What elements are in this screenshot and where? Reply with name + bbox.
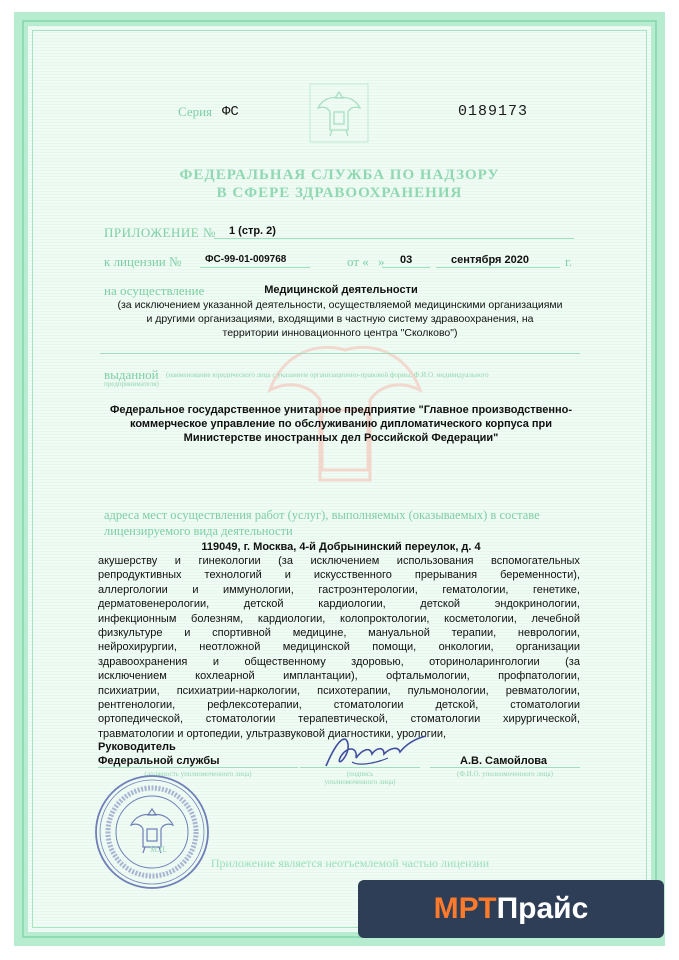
services-line <box>98 698 580 712</box>
services-word: помощи, <box>372 641 417 654</box>
services-word: ревматологии, <box>505 684 580 697</box>
series-label: Серия <box>178 104 213 119</box>
signature-hint-line1: (подпись <box>346 770 374 778</box>
services-word: (за <box>278 555 293 567</box>
activity-desc-line1: (за исключением указанной деятельности, осуществляемой медицинскими организациями <box>117 299 563 311</box>
services-word: и <box>284 569 291 582</box>
license-number: ФС-99-01-009768 <box>205 254 287 265</box>
services-word: офтальмологии, <box>386 670 470 683</box>
services-word: генетике, <box>532 583 580 596</box>
services-line <box>98 640 580 654</box>
agency-title-line2: В СФЕРЕ ЗДРАВООХРАНЕНИЯ <box>216 185 463 201</box>
services-word: и <box>192 583 199 596</box>
position-hint: (должность уполномоченного лица) <box>144 770 252 778</box>
services-line <box>98 626 580 640</box>
services-word: терапевтической, <box>298 713 388 726</box>
services-line <box>98 597 580 611</box>
services-word: технологий <box>204 569 262 582</box>
license-number-underline <box>200 267 310 268</box>
services-word: рефлексотерапии, <box>207 699 302 711</box>
services-word: эндокринологии, <box>494 598 580 611</box>
appendix-label: ПРИЛОЖЕНИЕ № <box>104 225 216 240</box>
license-day: 03 <box>400 254 413 266</box>
name-hint: (Ф.И.О. уполномоченного лица) <box>457 770 553 778</box>
activity-desc-line3: территории инновационного центра "Сколково") <box>222 327 458 339</box>
services-word: и <box>212 655 219 668</box>
services-word: кардиологии, <box>257 612 326 625</box>
date-from-label: от « <box>347 254 369 269</box>
issued-label: выданной <box>104 367 159 382</box>
services-word: аллергологии <box>98 583 168 596</box>
services-word: болезням, <box>191 612 244 625</box>
services-word: физкультуре <box>98 627 163 639</box>
services-word: гинекологии <box>198 555 261 567</box>
official-stamp-icon <box>93 773 211 891</box>
date-quote-close: » <box>378 254 385 269</box>
services-word: общественному <box>244 655 326 668</box>
services-word: травматологии и ортопедии, ультразвуковой диагностики, урологии, <box>98 727 447 740</box>
services-word: неотложной <box>199 641 261 654</box>
services-word: психиатрии-наркологии, <box>176 684 301 697</box>
services-word: хирургической, <box>503 713 580 726</box>
activity-desc-line2: и другими организациями, входящими в частную систему здравоохранения, на <box>146 313 534 325</box>
signer-name: А.В. Самойлова <box>460 755 548 767</box>
month-year-underline <box>436 267 560 268</box>
stamp-label: М.П. <box>150 845 167 854</box>
services-word: рентгенологии, <box>98 699 176 711</box>
work-address: 119049, г. Москва, 4-й Добрынинский переулок, д. 4 <box>201 541 481 553</box>
services-word: лечебной <box>531 612 580 625</box>
issued-hint-line2: предпринимателя) <box>104 380 159 388</box>
services-word: колопроктологии, <box>340 612 430 625</box>
appendix-value: 1 (стр. 2) <box>229 225 276 237</box>
services-word: психотерапии, <box>317 684 391 697</box>
activity-label: на осуществление <box>104 283 205 298</box>
services-word: и <box>184 627 191 639</box>
services-word: неврологии, <box>517 627 580 639</box>
services-line <box>98 684 580 698</box>
mrt-price-logo <box>358 880 664 938</box>
services-word: профпатологии, <box>498 670 580 683</box>
signature-hint-line2: уполномоченного лица) <box>324 778 396 786</box>
services-word: здоровью, <box>351 655 404 668</box>
services-line <box>98 655 580 669</box>
appendix-underline <box>214 238 574 239</box>
coat-of-arms-icon <box>308 82 370 144</box>
services-word: онкологии, <box>438 641 494 654</box>
position-underline <box>98 767 298 768</box>
services-word: медицине, <box>292 627 347 639</box>
activity-underline <box>100 353 580 354</box>
organization-line3: Министерстве иностранных дел Российской Федерации" <box>183 432 499 444</box>
services-word: кардиологии, <box>318 598 386 611</box>
year-suffix: г. <box>565 254 573 269</box>
head-label-line1: Руководитель <box>98 741 176 753</box>
head-label-line2: Федеральной службы <box>98 755 220 767</box>
services-line <box>98 554 580 568</box>
services-word: репродуктивных <box>98 569 182 582</box>
license-month-year: сентября 2020 <box>451 254 529 266</box>
services-word: пульмонологии, <box>407 684 489 697</box>
services-word: спортивной <box>212 627 271 639</box>
services-word: исключением <box>98 670 167 683</box>
services-word: терапии, <box>451 627 497 639</box>
services-word: использования <box>396 555 474 567</box>
agency-title-line1: ФЕДЕРАЛЬНАЯ СЛУЖБА ПО НАДЗОРУ <box>179 167 500 183</box>
issued-hint-line1: (наименование юридического лица с указанием организационно-правовой формы, Ф.И.О. индивидуального <box>166 371 489 379</box>
services-line <box>98 712 580 726</box>
address-label-line2: лицензируемого вида деятельности <box>104 524 293 538</box>
services-word: гастроэнтерологии, <box>318 583 418 596</box>
services-line <box>98 669 580 683</box>
services-word: медицинской <box>282 641 350 654</box>
services-word: прерывания <box>414 569 478 582</box>
signature-underline <box>300 767 420 768</box>
services-word: мануальной <box>368 627 430 639</box>
address-label-line1: адреса мест осуществления работ (услуг), выполняемых (оказываемых) в составе <box>104 508 540 522</box>
services-word: детской <box>420 598 461 611</box>
services-word: детской, <box>435 699 479 711</box>
services-line <box>98 568 580 582</box>
services-word: дерматовенерологии, <box>98 598 210 611</box>
services-word: стоматологии <box>510 699 580 711</box>
services-word: психиатрии, <box>98 684 160 697</box>
services-word: ортопедической, <box>98 713 184 726</box>
services-word: оториноларингологии <box>429 655 540 668</box>
services-line <box>98 612 580 626</box>
services-word: нейрохирургии, <box>98 641 177 654</box>
services-word: акушерству <box>98 555 158 567</box>
services-word: иммунологии, <box>223 583 294 596</box>
logo-part-mrt: МРТ <box>433 892 497 925</box>
series-value: ФС <box>222 104 239 120</box>
services-word: гематологии, <box>442 583 509 596</box>
services-word: косметологии, <box>444 612 517 625</box>
services-word: организации <box>515 641 580 654</box>
footer-note: Приложение является неотъемлемой частью лицензии <box>210 856 490 870</box>
services-word: детской <box>243 598 284 611</box>
services-word: стоматологии <box>205 713 276 726</box>
signature-icon <box>318 728 433 776</box>
activity-title: Медицинской деятельности <box>264 284 418 296</box>
license-label: к лицензии № <box>104 254 182 269</box>
services-line <box>98 583 580 597</box>
organization-line2: коммерческое управление по обслуживанию дипломатического корпуса при <box>129 418 553 430</box>
services-word: стоматологии <box>410 713 481 726</box>
services-word: кохлеарной <box>195 670 255 683</box>
logo-part-price: Прайс <box>496 892 589 925</box>
services-word: и <box>174 555 181 567</box>
organization-line1: Федеральное государственное унитарное предприятие "Главное производственно- <box>109 404 573 416</box>
services-word: исключением <box>310 555 380 567</box>
services-word: имплантации), <box>283 670 358 683</box>
serial-number: 0189173 <box>458 103 529 120</box>
day-underline <box>390 267 430 268</box>
services-word: инфекционным <box>98 612 177 625</box>
services-word: вспомогательных <box>491 555 580 567</box>
services-word: (за <box>565 655 580 668</box>
services-word: стоматологии <box>333 699 404 711</box>
services-word: беременности), <box>500 569 580 582</box>
name-underline <box>430 767 580 768</box>
services-word: искусственного <box>313 569 392 582</box>
services-word: здравоохранения <box>98 655 188 668</box>
